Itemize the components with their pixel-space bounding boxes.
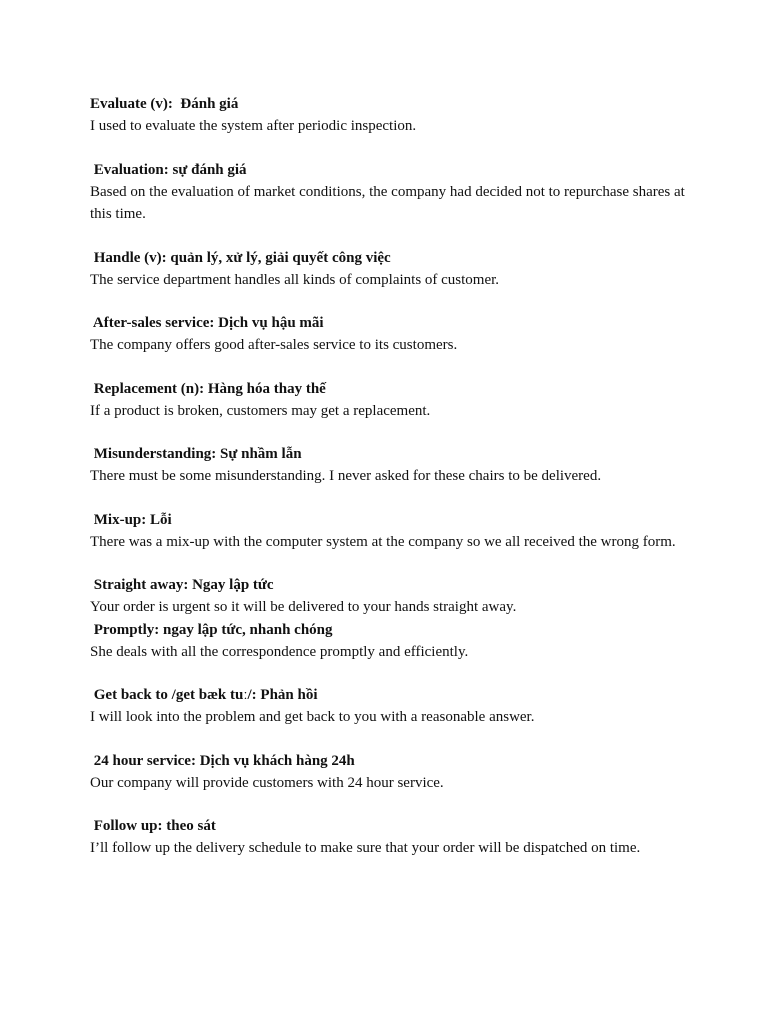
vocabulary-list [90,93,690,860]
vocab-entry-straight-away [90,574,690,619]
vocab-term: Mix-up: Lỗi [90,511,172,528]
vocab-example: There must be some misunderstanding. I never asked for these chairs to be delivered. [90,468,602,484]
vocab-entry-24-hour-service [90,750,690,795]
vocab-term: Get back to /get bæk tuː/: Phản hồi [90,687,318,703]
vocab-example: I used to evaluate the system after periodic inspection. [90,118,417,134]
vocab-example: I will look into the problem and get back to you with a reasonable answer. [90,709,535,725]
vocab-entry-mix-up [90,509,690,554]
vocab-term: 24 hour service: Dịch vụ khách hàng 24h [90,752,355,769]
vocab-term: Promptly: ngay lập tức, nhanh chóng [90,621,333,638]
vocab-entry-follow-up [90,815,690,860]
vocab-term: Handle (v): quản lý, xử lý, giải quyết công việc [90,249,391,266]
vocab-entry-promptly [90,619,690,664]
vocab-example: Based on the evaluation of market conditions, the company had decided not to repurchase shares at this time. [90,183,685,222]
vocab-term: Replacement (n): Hàng hóa thay thế [90,380,326,397]
vocab-example: She deals with all the correspondence promptly and efficiently. [90,643,469,660]
vocab-example: The company offers good after-sales service to its customers. [90,337,458,353]
vocab-example: I’ll follow up the delivery schedule to make sure that your order will be dispatched on time. [90,840,641,856]
vocab-example: The service department handles all kinds of complaints of customer. [90,271,500,288]
vocab-example: If a product is broken, customers may get a replacement. [90,402,431,419]
vocab-entry-misunderstanding [90,443,690,488]
vocab-entry-get-back-to [90,684,690,729]
vocab-term: After-sales service: Dịch vụ hậu mãi [90,315,324,331]
vocab-entry-after-sales-service [90,312,690,357]
vocab-entry-handle [90,247,690,292]
vocab-term: Straight away: Ngay lập tức [90,577,274,593]
vocab-example: Our company will provide customers with 24 hour service. [90,774,444,791]
vocab-entry-evaluate [90,93,690,138]
vocab-entry-replacement [90,378,690,423]
vocab-term: Misunderstanding: Sự nhầm lẫn [90,446,302,462]
vocab-term: Follow up: theo sát [90,818,216,834]
vocab-term: Evaluation: sự đánh giá [90,161,247,178]
vocab-entry-evaluation [90,159,690,226]
vocab-example: Your order is urgent so it will be delivered to your hands straight away. [90,599,517,615]
vocab-term: Evaluate (v): Đánh giá [90,96,239,112]
vocab-example: There was a mix-up with the computer system at the company so we all received the wrong form. [90,533,676,550]
